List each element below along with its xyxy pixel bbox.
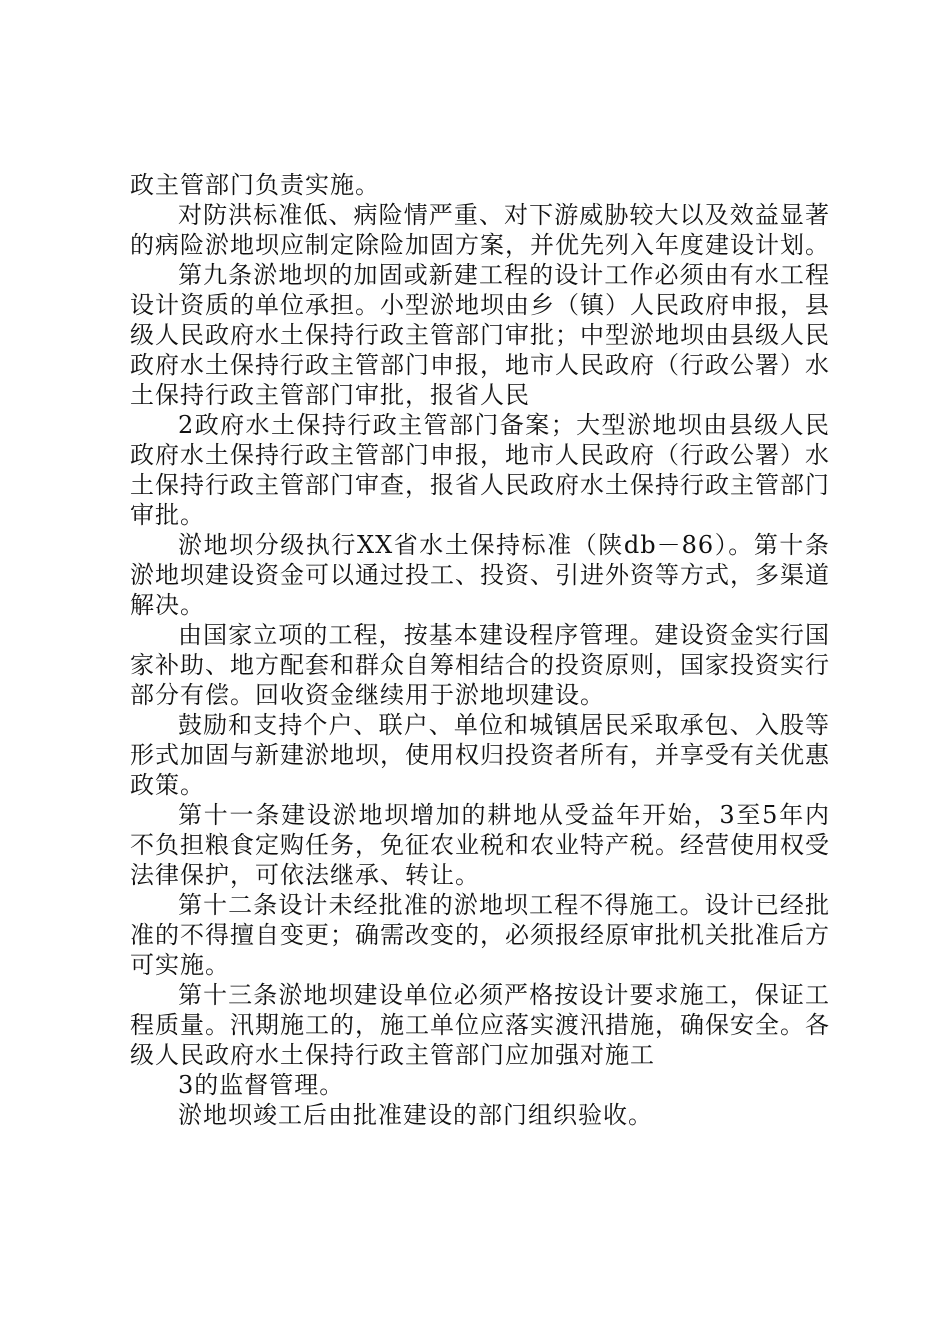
paragraph-11: 3的监督管理。 — [178, 1071, 345, 1099]
document-body — [130, 170, 830, 1130]
paragraph-8: 第十一条建设淤地坝增加的耕地从受益年开始，3至5年内不负担粮食定购任务，免征农业税和农业特产税。经营使用权受法律保护，可依法继承、转让。 — [130, 801, 830, 889]
paragraph-9: 第十二条设计未经批准的淤地坝工程不得施工。设计已经批准的不得擅自变更；确需改变的，必须报经原审批机关批准后方可实施。 — [130, 891, 830, 979]
paragraph-5: 淤地坝分级执行XX省水土保持标准（陕db－86）。第十条淤地坝建设资金可以通过投工、投资、引进外资等方式，多渠道解决。 — [130, 531, 830, 619]
paragraph-2: 对防洪标准低、病险情严重、对下游威胁较大以及效益显著的病险淤地坝应制定除险加固方案，并优先列入年度建设计划。 — [130, 201, 830, 259]
paragraph-1: 政主管部门负责实施。 — [130, 171, 380, 199]
paragraph-6: 由国家立项的工程，按基本建设程序管理。建设资金实行国家补助、地方配套和群众自筹相结合的投资原则，国家投资实行部分有偿。回收资金继续用于淤地坝建设。 — [130, 621, 830, 709]
paragraph-7: 鼓励和支持个户、联户、单位和城镇居民采取承包、入股等形式加固与新建淤地坝，使用权归投资者所有，并享受有关优惠政策。 — [130, 711, 830, 799]
paragraph-12: 淤地坝竣工后由批准建设的部门组织验收。 — [178, 1101, 653, 1129]
paragraph-3: 第九条淤地坝的加固或新建工程的设计工作必须由有水工程设计资质的单位承担。小型淤地坝由乡（镇）人民政府申报，县级人民政府水土保持行政主管部门审批；中型淤地坝由县级人民政府水土保持行政主管部门申报，地市人民政府（行政公署）水土保持行政主管部门审批，报省人民 — [130, 261, 830, 409]
paragraph-10: 第十三条淤地坝建设单位必须严格按设计要求施工，保证工程质量。汛期施工的，施工单位应落实渡汛措施，确保安全。各级人民政府水土保持行政主管部门应加强对施工 — [130, 981, 830, 1069]
paragraph-4: 2政府水土保持行政主管部门备案；大型淤地坝由县级人民政府水土保持行政主管部门申报，地市人民政府（行政公署）水土保持行政主管部门审查，报省人民政府水土保持行政主管部门审批。 — [130, 411, 830, 529]
